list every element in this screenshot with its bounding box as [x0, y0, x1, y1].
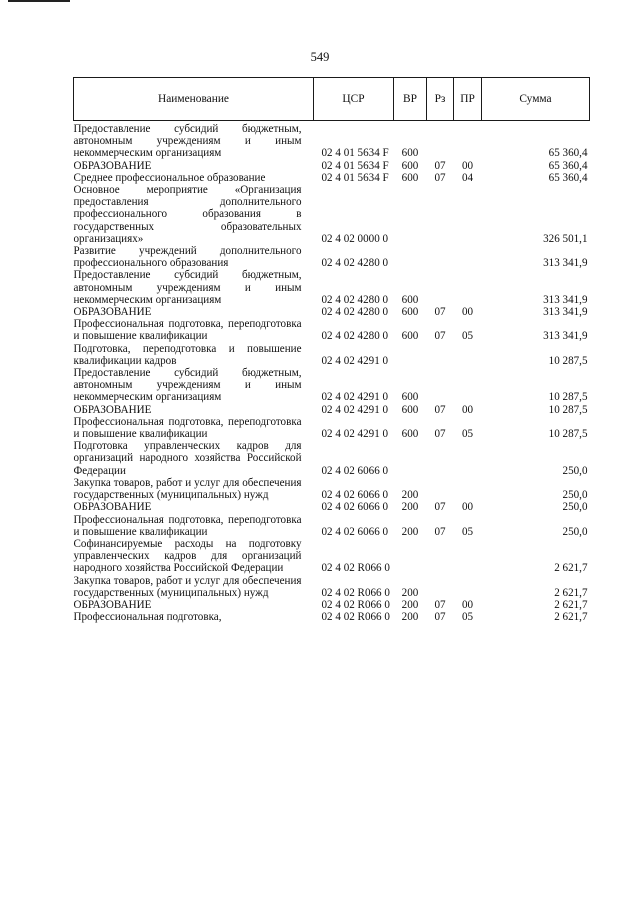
cell-vr: 600 [401, 306, 419, 319]
cell-sum: 10 287,5 [548, 428, 588, 441]
cell-name: ОБРАЗОВАНИЕ [73, 159, 152, 172]
cell-name: Закупка товаров, работ и услуг для обеспечения государственных (муниципальных) нужд [73, 574, 302, 599]
cell-pr: 04 [461, 171, 474, 184]
cell-vr: 600 [401, 293, 419, 306]
cell-csr: 02 4 02 4291 0 [321, 354, 389, 367]
cell-name: ОБРАЗОВАНИЕ [73, 403, 152, 416]
cell-name: Профессиональная подготовка, переподготовка и повышение квалификации [73, 318, 302, 343]
table-header-row [74, 78, 590, 121]
cell-pr: 00 [461, 598, 474, 611]
cell-pr [454, 184, 482, 245]
cell-csr: 02 4 02 4280 0 [321, 306, 389, 319]
cell-csr: 02 4 01 5634 F [321, 171, 389, 184]
cell-pr [454, 440, 482, 477]
cell-rz: 07 [434, 403, 446, 416]
cell-vr: 200 [401, 611, 419, 624]
cell-csr: 02 4 02 6066 0 [321, 489, 389, 502]
cell-vr: 200 [401, 586, 419, 599]
table-row [74, 245, 590, 269]
table-row [74, 318, 590, 342]
table-row [74, 501, 590, 513]
table-row [74, 306, 590, 318]
table-row [74, 575, 590, 599]
cell-sum: 10 287,5 [548, 391, 588, 404]
cell-vr: 600 [401, 428, 419, 441]
cell-rz: 07 [434, 428, 446, 441]
table-row [74, 514, 590, 538]
cell-csr: 02 4 02 6066 0 [321, 525, 389, 538]
cell-vr [394, 343, 427, 367]
cell-csr: 02 4 02 R066 0 [321, 611, 390, 624]
corner-mark [8, 0, 70, 2]
cell-name: Подготовка, переподготовка и повышение квалификации кадров [73, 342, 302, 367]
table-row [74, 599, 590, 611]
cell-sum: 250,0 [562, 489, 588, 502]
cell-sum: 2 621,7 [554, 611, 588, 624]
cell-rz [427, 245, 454, 269]
cell-sum: 10 287,5 [548, 354, 588, 367]
cell-vr: 600 [401, 330, 419, 343]
cell-name: Профессиональная подготовка, переподготовка и повышение квалификации [73, 513, 302, 538]
cell-pr: 00 [461, 159, 474, 172]
cell-rz: 07 [434, 525, 446, 538]
cell-csr: 02 4 02 R066 0 [321, 586, 390, 599]
cell-pr [454, 121, 482, 160]
cell-pr [454, 245, 482, 269]
cell-sum: 313 341,9 [543, 293, 588, 306]
header-csr: ЦСР [314, 78, 394, 121]
cell-sum: 10 287,5 [548, 403, 588, 416]
cell-csr: 02 4 02 6066 0 [321, 501, 389, 514]
cell-sum: 250,0 [562, 501, 588, 514]
cell-name: Предоставление субсидий бюджетным, автономным учреждениям и иным некоммерческим организациям [73, 269, 302, 306]
cell-rz [427, 121, 454, 160]
cell-rz [427, 367, 454, 404]
cell-rz [427, 575, 454, 599]
cell-csr: 02 4 02 R066 0 [321, 598, 390, 611]
cell-csr: 02 4 01 5634 F [321, 159, 389, 172]
cell-vr: 600 [401, 403, 419, 416]
cell-pr: 05 [461, 330, 474, 343]
cell-rz: 07 [434, 171, 446, 184]
cell-sum: 2 621,7 [554, 586, 588, 599]
cell-name: Среднее профессиональное образование [73, 171, 266, 184]
cell-sum: 313 341,9 [543, 257, 588, 270]
cell-csr: 02 4 02 4291 0 [321, 428, 389, 441]
page-number: 549 [310, 50, 330, 64]
table-row [74, 160, 590, 172]
cell-csr: 02 4 02 4280 0 [321, 293, 389, 306]
table-row [74, 404, 590, 416]
cell-sum: 2 621,7 [554, 598, 588, 611]
cell-pr: 05 [461, 428, 474, 441]
table-row [74, 477, 590, 501]
cell-csr: 02 4 01 5634 F [321, 147, 389, 160]
cell-csr: 02 4 02 0000 0 [321, 232, 389, 245]
cell-rz: 07 [434, 330, 446, 343]
table-row [74, 440, 590, 477]
cell-vr [394, 184, 427, 245]
cell-vr: 600 [401, 171, 419, 184]
cell-name: ОБРАЗОВАНИЕ [73, 306, 152, 319]
cell-sum: 250,0 [562, 525, 588, 538]
table-row [74, 121, 590, 160]
cell-csr: 02 4 02 6066 0 [321, 464, 389, 477]
cell-rz [427, 477, 454, 501]
header-sum: Сумма [482, 78, 590, 121]
cell-rz: 07 [434, 611, 446, 624]
budget-table [73, 77, 590, 623]
cell-pr [454, 343, 482, 367]
cell-name: Предоставление субсидий бюджетным, автономным учреждениям и иным некоммерческим организациям [73, 123, 302, 160]
cell-pr [454, 269, 482, 306]
cell-sum: 326 501,1 [543, 232, 588, 245]
table-row [74, 367, 590, 404]
cell-name: Профессиональная подготовка, [73, 611, 222, 624]
cell-sum: 65 360,4 [548, 171, 588, 184]
cell-name: ОБРАЗОВАНИЕ [73, 501, 152, 514]
cell-pr [454, 477, 482, 501]
cell-name: Основное мероприятие «Организация предоставления дополнительного профессионального образования в государственных образовательных организациях» [73, 184, 302, 245]
cell-vr: 200 [401, 489, 419, 502]
cell-rz [427, 440, 454, 477]
cell-pr: 00 [461, 403, 474, 416]
cell-name: ОБРАЗОВАНИЕ [73, 598, 152, 611]
cell-pr [454, 538, 482, 575]
header-vr: ВР [394, 78, 427, 121]
cell-vr: 200 [401, 525, 419, 538]
header-pr: ПР [454, 78, 482, 121]
cell-rz [427, 269, 454, 306]
cell-sum: 65 360,4 [548, 147, 588, 160]
cell-name: Профессиональная подготовка, переподготовка и повышение квалификации [73, 415, 302, 441]
cell-rz: 07 [434, 306, 446, 319]
cell-rz [427, 184, 454, 245]
cell-sum: 313 341,9 [543, 330, 588, 343]
cell-rz [427, 343, 454, 367]
cell-vr: 200 [401, 598, 419, 611]
cell-vr: 600 [401, 159, 419, 172]
cell-name: Развитие учреждений дополнительного профессионального образования [73, 245, 302, 270]
cell-name: Закупка товаров, работ и услуг для обеспечения государственных (муниципальных) нужд [73, 476, 302, 502]
cell-vr: 600 [401, 391, 419, 404]
cell-pr [454, 575, 482, 599]
cell-rz: 07 [434, 598, 446, 611]
cell-pr: 05 [461, 611, 474, 624]
cell-sum: 65 360,4 [548, 159, 588, 172]
cell-pr: 00 [461, 501, 474, 514]
header-rz: Рз [427, 78, 454, 121]
cell-sum: 2 621,7 [554, 562, 588, 575]
table-row [74, 416, 590, 440]
cell-name: Подготовка управленческих кадров для организаций народного хозяйства Российской Федерации [73, 440, 302, 477]
cell-rz: 07 [434, 159, 446, 172]
cell-vr [394, 245, 427, 269]
cell-csr: 02 4 02 4280 0 [321, 330, 389, 343]
table-row [74, 172, 590, 184]
cell-name: Предоставление субсидий бюджетным, автономным учреждениям и иным некоммерческим организациям [73, 367, 302, 404]
cell-csr: 02 4 02 R066 0 [321, 562, 390, 575]
cell-csr: 02 4 02 4291 0 [321, 391, 389, 404]
cell-rz [427, 538, 454, 575]
cell-pr [454, 367, 482, 404]
cell-csr: 02 4 02 4291 0 [321, 403, 389, 416]
table-row [74, 343, 590, 367]
cell-sum: 313 341,9 [543, 306, 588, 319]
cell-sum: 250,0 [562, 464, 588, 477]
header-name: Наименование [74, 78, 314, 121]
cell-rz: 07 [434, 501, 446, 514]
cell-csr: 02 4 02 4280 0 [321, 257, 389, 270]
cell-pr: 05 [461, 525, 474, 538]
cell-vr [394, 440, 427, 477]
table-row [74, 184, 590, 245]
table-row [74, 611, 590, 623]
cell-name: Софинансируемые расходы на подготовку управленческих кадров для организаций народного хозяйства Российской Федерации [73, 537, 302, 575]
cell-vr: 200 [401, 501, 419, 514]
cell-pr: 00 [461, 306, 474, 319]
cell-vr [394, 538, 427, 575]
cell-vr: 600 [401, 147, 419, 160]
table-row [74, 538, 590, 575]
table-row [74, 269, 590, 306]
